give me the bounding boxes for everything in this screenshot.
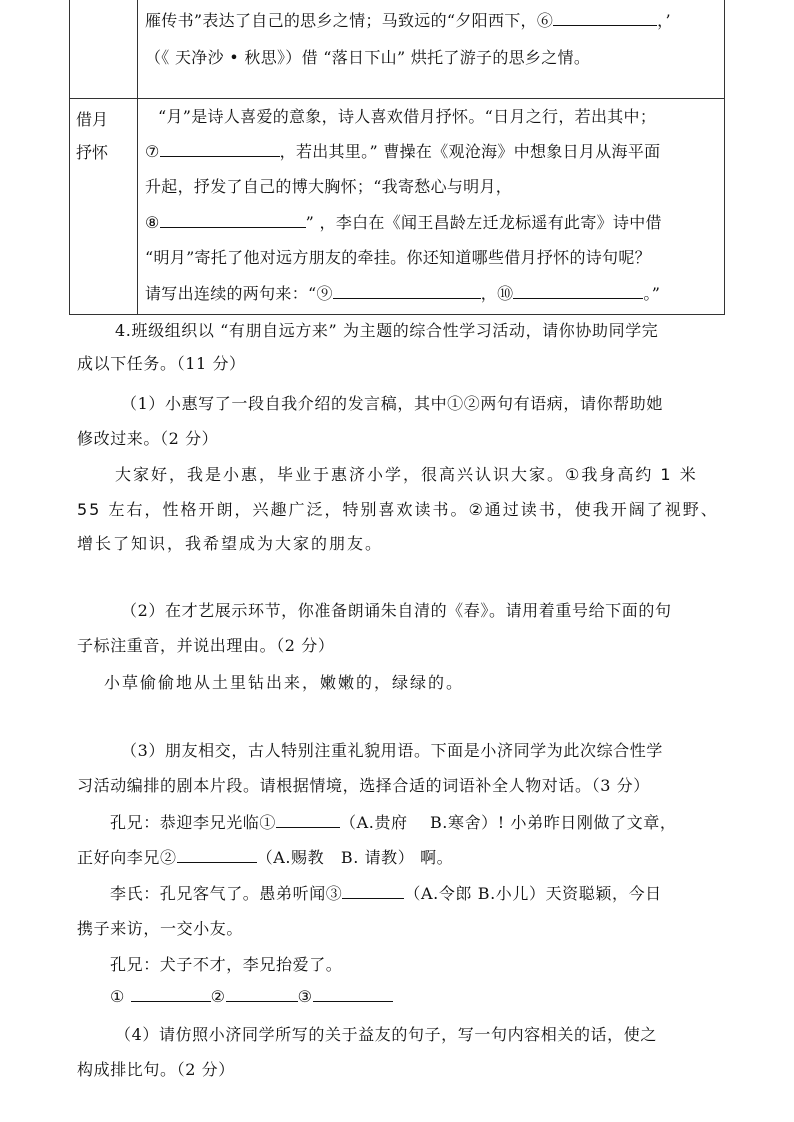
dialogue-line3: 李氏：孔兄客气了。愚弟听闻③ （A.令郎 B.小儿）天资聪颖，今日 [110,884,662,903]
row-label-line1: 借月 [76,110,109,129]
table-row2-line2: ⑦ ，若出其里。” 曹操在《观沧海》中想象日月从海平面 [145,142,661,161]
table-row1-line1: 雁传书”表达了自己的思乡之情；马致远的“夕阳西下，⑥ ，’ [145,11,671,30]
blank-6[interactable] [553,11,657,26]
answer-blank-1[interactable] [131,987,211,1002]
q4-part1-line2: 修改过来。（2 分） [77,429,219,448]
table-row2-line6: 请写出连续的两句来：“⑨ ，⑩ 。” [145,284,661,303]
row-divider [70,98,724,99]
table-row2-line1: “月”是诗人喜爱的意象，诗人喜欢借月抒怀。“日月之行，若出其中； [158,107,657,126]
blank-9[interactable] [333,284,481,299]
q4-intro-line1: 4.班级组织以 “有朋自远方来” 为主题的综合性学习活动，请你协助同学完 [115,321,659,340]
q4-part4-line1: （4）请仿照小济同学所写的关于益友的句子，写一句内容相关的话，使之 [115,1025,657,1044]
table-row1-line2: （《 天净沙 • 秋思》）借 “落日下山” 烘托了游子的思乡之情。 [145,48,591,67]
q4-part3-line1: （3）朋友相交，古人特别注重礼貌用语。下面是小济同学为此次综合性学 [121,741,663,760]
q4-part1-line1: （1）小惠写了一段自我介绍的发言稿，其中①②两句有语病，请你帮助她 [121,394,663,413]
table-row2-line4: ⑧ ” ，李白在《闻王昌龄左迁龙标遥有此寄》诗中借 [145,213,662,232]
answer-blank-3[interactable] [313,987,393,1002]
q4-part4-line2: 构成排比句。（2 分） [77,1060,235,1079]
blank-8[interactable] [160,213,306,228]
dialogue-line1: 孔兄：恭迎李兄光临① （A.贵府 B.寒舍）! 小弟昨日刚做了文章， [110,813,677,832]
q4-part2-line1: （2）在才艺展示环节，你准备朗诵朱自清的《春》。请用着重号给下面的句 [121,601,672,620]
dialogue-line2: 正好向李兄② （A.赐教 B. 请教） 啊。 [77,848,454,867]
poetry-table [69,0,725,315]
part2-sentence: 小草偷偷地从土里钻出来，嫩嫩的，绿绿的。 [104,673,465,692]
blank-d2[interactable] [177,848,257,863]
answer-blanks: ① ② ③ [110,987,393,1006]
blank-d1[interactable] [276,813,340,828]
speech-line2: 55 左右，性格开朗，兴趣广泛，特别喜欢读书。②通过读书，使我开阔了视野、 [77,500,719,519]
speech-line1: 大家好，我是小惠，毕业于惠济小学，很高兴认识大家。①我身高约 1 米 [115,465,698,484]
column-divider [137,0,138,314]
blank-7[interactable] [160,142,280,157]
speech-line3: 增长了知识，我希望成为大家的朋友。 [77,534,384,553]
table-row2-line5: “明月”寄托了他对远方朋友的牵挂。你还知道哪些借月抒怀的诗句呢？ [145,248,651,267]
row-label-line2: 抒怀 [76,143,109,162]
q4-part3-line2: 习活动编排的剧本片段。请根据情境，选择合适的词语补全人物对话。（3 分） [77,776,650,795]
blank-d3[interactable] [342,884,404,899]
table-row2-line3: 升起，抒发了自己的博大胸怀；“我寄愁心与明月， [145,177,513,196]
q4-part2-line2: 子标注重音，并说出理由。（2 分） [77,636,335,655]
dialogue-line4: 携子来访，一交小友。 [77,919,244,938]
blank-10[interactable] [513,284,643,299]
answer-blank-2[interactable] [226,987,298,1002]
q4-intro-line2: 成以下任务。（11 分） [77,354,246,373]
dialogue-line5: 孔兄：犬子不才，李兄抬爱了。 [110,955,343,974]
